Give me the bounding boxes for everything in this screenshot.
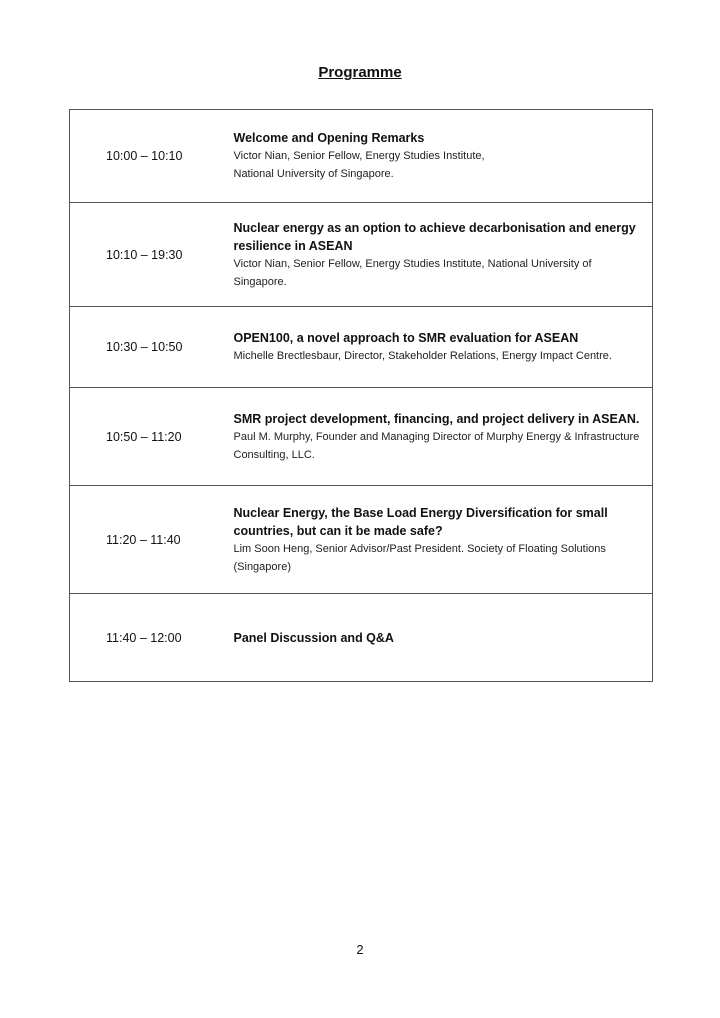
table-row — [70, 203, 653, 307]
session-title: Nuclear Energy, the Base Load Energy Diversification for small countries, but can it be made safe? — [233, 505, 608, 538]
table-row — [70, 307, 653, 388]
session-title: Welcome and Opening Remarks — [233, 131, 425, 145]
session-speaker: Michelle Brectlesbaur, Director, Stakeholder Relations, Energy Impact Centre. — [233, 350, 612, 362]
session-time: 10:00 – 10:10 — [70, 110, 234, 203]
session-detail — [234, 388, 653, 486]
session-time: 11:20 – 11:40 — [70, 486, 234, 594]
session-speaker: Lim Soon Heng, Senior Advisor/Past President. Society of Floating Solutions (Singapore) — [233, 542, 606, 573]
session-title: SMR project development, financing, and project delivery in ASEAN. — [233, 411, 640, 426]
table-row — [70, 594, 653, 682]
table-row — [70, 388, 653, 486]
table-row — [70, 486, 653, 594]
table-row — [70, 110, 653, 203]
session-speaker: Paul M. Murphy, Founder and Managing Director of Murphy Energy & Infrastructure Consulting, LLC. — [233, 430, 640, 461]
page-title: Programme — [318, 64, 402, 81]
session-detail — [234, 594, 653, 682]
session-time: 10:30 – 10:50 — [70, 307, 234, 388]
session-detail — [234, 486, 653, 594]
session-time: 10:50 – 11:20 — [70, 388, 234, 486]
session-title: Nuclear energy as an option to achieve decarbonisation and energy resilience in ASEAN — [233, 220, 636, 253]
session-time: 11:40 – 12:00 — [70, 594, 234, 682]
session-speaker: Victor Nian, Senior Fellow, Energy Studies Institute, National University of Singapore. — [233, 257, 592, 288]
session-detail — [234, 307, 653, 388]
session-speaker: Victor Nian, Senior Fellow, Energy Studies Institute, National University of Singapore. — [233, 150, 485, 180]
session-detail — [234, 203, 653, 307]
session-title: OPEN100, a novel approach to SMR evaluation for ASEAN — [233, 331, 579, 345]
session-title: Panel Discussion and Q&A — [233, 630, 394, 645]
programme-table — [69, 109, 653, 682]
session-detail — [234, 110, 653, 203]
page-number: 2 — [356, 942, 364, 957]
session-time: 10:10 – 19:30 — [70, 203, 234, 307]
